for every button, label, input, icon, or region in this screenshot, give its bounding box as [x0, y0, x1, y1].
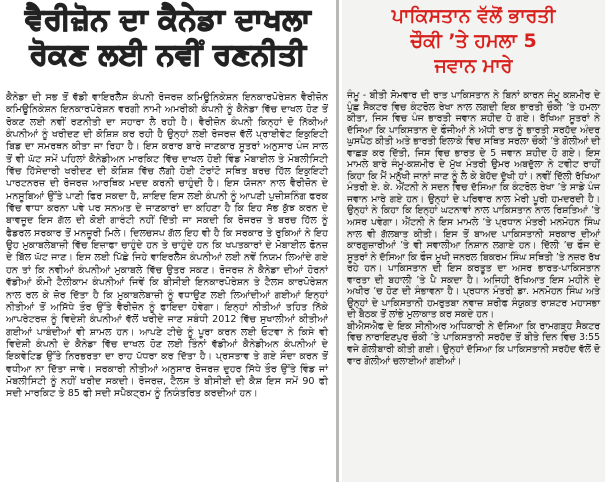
right-headline-line-1: ਪਾਕਿਸਤਾਨ ਵੱਲੋਂ ਭਾਰਤੀ — [391, 5, 556, 27]
left-article-headline — [6, 2, 330, 72]
right-article-body — [347, 90, 600, 367]
left-headline-line-2: ਰੋਕਣ ਲਈ ਨਵੀਂ ਰਣਨੀਤੀ — [29, 37, 307, 71]
right-headline-line-2: ਚੌਕੀ ’ਤੇ ਹਮਲਾ 5 — [410, 30, 537, 52]
right-headline-line-3: ਜਵਾਨ ਮਾਰੇ — [434, 55, 513, 77]
right-article-headline — [346, 4, 601, 79]
right-article-paragraph-1: ਜੰਮੂ - ਬੀਤੀ ਸੋਮਵਾਰ ਦੀ ਰਾਤ ਪਾਕਿਸਤਾਨ ਨੇ ਬਿਨਾਂ ਕਾਰਨ ਜੰਮੂ ਕਸ਼ਮੀਰ ਦੇ ਪੁੰਛ ਸੈਕਟਰ ਵਿਚ ਕੰਟਰੋਲ ਰੇਖਾ ਨਾਲ ਲਗਦੀ ਇਕ ਭਾਰਤੀ ਚੌਕੀ ’ਤੇ ਹਮਲਾ ਕੀਤਾ, ਜਿਸ ਵਿਚ ਪੰਜ ਭਾਰਤੀ ਜਵਾਨ ਸ਼ਹੀਦ ਹੋ ਗਏ। ਰੱਖਿਆ ਸੂਤਰਾਂ ਨੇ ਦੱਸਿਆ ਕਿ ਪਾਕਿਸਤਾਨ ਦੇ ਫੌਜੀਆਂ ਨੇ ਅੱਧੀ ਰਾਤ ਨੂੰ ਭਾਰਤੀ ਸਰਹੱਦ ਅੰਦਰ ਘੁਸਪੈਠ ਕੀਤੀ ਅਤੇ ਭਾਰਤੀ ਇਲਾਕੇ ਵਿਚ ਸਥਿਤ ਸਰਲਾ ਚੌਕੀ ’ਤੇ ਗੋਲੀਆਂ ਦੀ ਵਾਛੜ ਕਰ ਦਿੱਤੀ, ਜਿਸ ਵਿਚ ਭਾਰਤ ਦੇ 5 ਜਵਾਨ ਸ਼ਹੀਦ ਹੋ ਗਏ। ਇਸ ਮਾਮਲੇ ਬਾਰੇ ਜੰਮੂ-ਕਸ਼ਮੀਰ ਦੇ ਮੁੱਖ ਮੰਤਰੀ ਉਮਰ ਅਬਦੁੱਲਾ ਨੇ ਟਵੀਟ ਰਾਹੀਂ ਕਿਹਾ ਕਿ ਮੈਂ ਮਨੁੱਖੀ ਜਾਨਾਂ ਜਾਣ ਨੂੰ ਲੈ ਕੇ ਬੇਹੱਦ ਦੁੱਖੀ ਹਾਂ। ਨਵੀਂ ਦਿੱਲੀ ਰੱਖਿਆ ਮੰਤਰੀ ਏ. ਕੇ. ਐਂਟਨੀ ਨੇ ਸਦਨ ਵਿਚ ਦੱਸਿਆ ਕਿ ਕੰਟਰੋਲ ਰੇਖਾ ’ਤੇ ਸਾਡੇ ਪੰਜ ਜਵਾਨ ਮਾਰੇ ਗਏ ਹਨ। ਉਨ੍ਹਾਂ ਦੇ ਪਰਿਵਾਰ ਨਾਲ ਮੇਰੀ ਪੂਰੀ ਹਮਦਰਦੀ ਹੈ। ਉਨ੍ਹਾਂ ਨੇ ਕਿਹਾ ਕਿ ਇਨ੍ਹਾਂ ਘਟਨਾਵਾਂ ਨਾਲ ਪਾਕਿਸਤਾਨ ਨਾਲ ਰਿਸ਼ਤਿਆਂ ’ਤੇ ਅਸਰ ਪਵੇਗਾ। ਐਂਟਨੀ ਨੇ ਇਸ ਮਾਮਲੇ ’ਤੇ ਪ੍ਰਧਾਨ ਮੰਤਰੀ ਮਨਮੋਹਨ ਸਿੰਘ ਨਾਲ ਵੀ ਗੱਲਬਾਤ ਕੀਤੀ। ਇਸ ਤੋਂ ਬਾਅਦ ਪਾਕਿਸਤਾਨੀ ਸਰਕਾਰ ਦੀਆਂ ਕਾਰਗੁਜ਼ਾਰੀਆਂ ’ਤੇ ਵੀ ਸਵਾਲੀਆ ਨਿਸ਼ਾਨ ਲਗਾਏ ਹਨ। ਦਿੱਲੀ ’ਚ ਫੌਜ ਦੇ ਸੂਤਰਾਂ ਨੇ ਦੱਸਿਆ ਕਿ ਫੌਜ ਮੁਖੀ ਜਨਰਲ ਬਿਕਰਮ ਸਿੰਘ ਸਥਿਤੀ ’ਤੇ ਨਜ਼ਰ ਰੱਖ ਰਹੇ ਹਨ। ਪਾਕਿਸਤਾਨ ਦੀ ਇਸ ਕਰਤੂਤ ਦਾ ਅਸਰ ਭਾਰਤ-ਪਾਕਿਸਤਾਨ ਵਾਰਤਾ ਦੀ ਬਹਾਲੀ ’ਤੇ ਪੈ ਸਕਦਾ ਹੈ। ਅਜਿਹੀ ਰੱਖਿਆਤ ਇਸ ਮਹੀਨੇ ਦੇ ਅਖੀਰ ’ਚ ਹੋਣ ਦੀ ਸੰਭਾਵਨਾ ਹੈ। ਪ੍ਰਧਾਨ ਮੰਤਰੀ ਡਾ. ਮਨਮੋਹਨ ਸਿੰਘ ਅਤੇ ਉਨ੍ਹਾਂ ਦੇ ਪਾਕਿਸਤਾਨੀ ਹਮਰੁਤਬਾ ਨਵਾਜ਼ ਸ਼ਰੀਫ ਸੰਯੁਕਤ ਰਾਸ਼ਟਰ ਮਹਾਸਭਾ ਦੀ ਬੈਠਕ ਤੋਂ ਲਾਂਭੇ ਮੁਲਾਕਾਤ ਕਰ ਸਕਦੇ ਹਨ। — [347, 90, 600, 321]
column-divider — [336, 0, 339, 482]
left-article-body: ਕੈਨੇਡਾ ਦੀ ਸਭ ਤੋਂ ਵੱਡੀ ਵਾਇਰਲੈੱਸ ਕੰਪਨੀ ਰੋਜਰਜ਼ ਕਮਿਊਨਿਕੇਸ਼ਨ ਇਨਕਾਰਪੋਰੇਸ਼ਨ ਵੈਰੀਜ਼ੋਨ ਕਮਿਊਨਿਕੇਸ਼ਨ ਇਨਕਾਰਪੋਰੇਸ਼ਨ ਵਰਗੀ ਨਾਮੀ ਅਮਰੀਕੀ ਕੰਪਨੀ ਨੂੰ ਕੈਨੇਡਾ ਵਿੱਚ ਦਾਖਲ ਹੋਣ ਤੋਂ ਰੋਕਣ ਲਈ ਨਵੀਂ ਰਣਨੀਤੀ ਦਾ ਸਹਾਰਾ ਲੈ ਰਹੀ ਹੈ। ਵੈਰੀਜ਼ੋਨ ਕੰਪਨੀ ਕਿਨ੍ਹਾਂ ਦੋ ਨਿੱਕੀਆਂ ਕੰਪਨੀਆਂ ਨੂੰ ਖਰੀਦਣ ਦੀ ਕੋਸ਼ਿਸ਼ ਕਰ ਰਹੀ ਹੈ ਉਨ੍ਹਾਂ ਲਈ ਰੋਜਰਜ਼ ਵੱਲੋਂ ਪ੍ਰਾਈਵੇਟ ਇਕੁਇਟੀ ਬਿਡ ਦਾ ਸਮਰਥਨ ਕੀਤਾ ਜਾ ਰਿਹਾ ਹੈ। ਇਸ ਕਰਾਰ ਬਾਰੇ ਜਾਣਕਾਰ ਸੂਤਰਾਂ ਅਨੁਸਾਰ ਪੰਜ ਸਾਲ ਤੋਂ ਵੀ ਘੱਟ ਸਮੇਂ ਪਹਿਲਾਂ ਕੈਨੇਡੀਅਨ ਮਾਰਕਿਟ ਵਿੱਚ ਦਾਖਲ ਹੋਈ ਵਿੰਡ ਮੋਬਾਈਲ ਤੇ ਮੋਬਲੀਸਿਟੀ ਵਿੱਚ ਹਿੱਸੇਦਾਰੀ ਖਰੀਦਣ ਦੀ ਕੋਸ਼ਿਸ਼ ਵਿੱਚ ਲੱਗੀ ਹੋਈ ਟੋਰਾਂਟੋ ਸਥਿਤ ਬਰਚ ਹਿੱਲ ਇਕੁਇਟੀ ਪਾਰਟਨਰਜ਼ ਦੀ ਰੋਜਰਜ਼ ਆਰਥਿਕ ਮਦਦ ਕਰਨੀ ਚਾਹੁੰਦੀ ਹੈ। ਇਸ ਯੋਜਨਾ ਨਾਲ ਵੈਰੀਜ਼ੋਨ ਦੇ ਮਨਸੂਬਿਆਂ ਉੱਤੇ ਪਾਣੀ ਫਿਰ ਸਕਦਾ ਹੈ, ਸ਼ਾਇਦ ਇਸ ਲਈ ਕੰਪਨੀ ਨੂੰ ਆਪਣੀ ਪੁਜ਼ੀਸ਼ਨਿੰਗ ਫਰਕ ਵਿੱਚ ਵਾਧਾ ਕਰਨਾ ਪਵੇ ਪਰ ਸਨਅਤ ਦੇ ਜਾਣਕਾਰਾਂ ਦਾ ਕਹਿਣਾ ਹੈ ਕਿ ਇਹ ਸੱਭ ਕੁੱਝ ਕਰਨ ਦੇ ਬਾਵਜੂਦ ਇਸ ਗੱਲ ਦੀ ਕੋਈ ਗਾਰੰਟੀ ਨਹੀਂ ਦਿੱਤੀ ਜਾ ਸਕਦੀ ਕਿ ਰੋਜਰਜ਼ ਤੇ ਬਰਚ ਹਿੱਲ ਨੂੰ ਫੈਡਰਲ ਸਰਕਾਰ ਤੋਂ ਮਨਜ਼ੂਰੀ ਮਿਲੇ। ਦਿਲਚਸਪ ਗੱਲ ਇਹ ਵੀ ਹੈ ਕਿ ਸਰਕਾਰ ਤੇ ਰੁਕਿਆਂ ਨੇ ਇਹ ਉਹ ਮੁਕਾਬਲੇਬਾਜ਼ੀ ਵਿੱਚ ਇਜ਼ਾਫਾ ਚਾਹੁੰਦੇ ਹਨ ਤੇ ਚਾਹੁੰਦੇ ਹਨ ਕਿ ਖਪਤਕਾਰਾਂ ਦੇ ਮੋਬਾਈਲ ਫੋਨਜ਼ ਦੇ ਬਿੱਲ ਘੱਟ ਜਾਣ। ਇਸ ਲਈ ਪਿੱਛੇ ਜਿਹੇ ਵਾਇਰਲੈੱਸ ਕੰਪਨੀਆਂ ਲਈ ਨਵੇਂ ਨਿਯਮ ਲਿਆਂਦੇ ਗਏ ਹਨ ਤਾਂ ਕਿ ਨਵੀਆਂ ਕੰਪਨੀਆਂ ਮੁਕਾਬਲੇ ਵਿੱਚ ਉਤਰ ਸਕਣ। ਰੋਜਰਜ਼ ਨੇ ਕੈਨੇਡਾ ਦੀਆਂ ਹੋਰਨਾਂ ਵੱਡੀਆਂ ਕੌਮੀ ਟੈਲੀਕਾਮ ਕੰਪਨੀਆਂ ਜਿਵੇਂ ਕਿ ਬੀਸੀਈ ਇਨਕਾਰਪੋਰੇਸ਼ਨ ਤੇ ਟੈਲਸ ਕਾਰਪੋਰੇਸ਼ਨ ਨਾਲ ਰਲ ਕੇ ਜ਼ੋਰ ਦਿੱਤਾ ਹੈ ਕਿ ਮੁਕਾਬਲੇਬਾਜ਼ੀ ਨੂੰ ਵਧਾਉਣ ਲਈ ਲਿਆਂਦੀਆਂ ਗਈਆਂ ਇਨ੍ਹਾਂ ਨੀਤੀਆਂ ਤੋਂ ਅਸਿੱਧੇ ਤੌਰ ਉੱਤੇ ਵੈਰੀਜ਼ੋਨ ਨੂੰ ਫਾਇਦਾ ਹੋਵੇਗਾ। ਇਨ੍ਹਾਂ ਨੀਤੀਆਂ ਤਹਿਤ ਨਿੱਕੇ ਆਪਰੇਟਰਜ਼ ਨੂੰ ਵਿਦੇਸ਼ੀ ਕੰਪਨੀਆਂ ਵੱਲੋਂ ਖਰੀਦੇ ਜਾਣ ਸਬੰਧੀ 2012 ਵਿੱਚ ਸੁਖਾਲੀਆਂ ਕੀਤੀਆਂ ਗਈਆਂ ਪਾਬੰਦੀਆਂ ਵੀ ਸ਼ਾਮਲ ਹਨ। ਆਪਣੇ ਟੀਚੇ ਨੂੰ ਪੂਰਾ ਕਰਨ ਲਈ ਓਟਵਾ ਨੇ ਕਿਸੇ ਵੀ ਵਿਦੇਸ਼ੀ ਕੰਪਨੀ ਦੇ ਕੈਨੇਡਾ ਵਿੱਚ ਦਾਖਲ ਹੋਣ ਲਈ ਤਿੰਨਾਂ ਵੱਡੀਆਂ ਕੈਨੇਡੀਅਨ ਕੰਪਨੀਆਂ ਦੇ ਇਕਵੇਟਿਡ ਉੱਤੇ ਨਿਰਭਰਤਾ ਦਾ ਰਾਹ ਪੱਧਰਾ ਕਰ ਦਿੱਤਾ ਹੈ। ਪ੍ਰਸਤਾਵ ਤੇ ਗਏ ਸੌਦਾ ਕਰਨ ਤੋਂ ਵਧੀਆ ਨਾ ਦਿੱਤਾ ਜਾਵੇ। ਸਰਕਾਰੀ ਨੀਤੀਆਂ ਅਨੁਸਾਰ ਰੋਜਰਜ਼ ਦੁਹਰ ਸਿੱਧੇ ਤੌਰ ਉੱਤੇ ਵਿੰਡ ਜਾਂ ਮੋਬਲੀਸਿਟੀ ਨੂੰ ਨਹੀਂ ਖਰੀਦ ਸਕਦੀ। ਰੋਜਰਜ਼, ਟੈਲਸ ਤੇ ਬੀਸੀਈ ਦੀ ਕੈਸ਼ ਇਸ ਸਮੇਂ 90 ਫੀ ਸਦੀ ਮਾਰਕਿਟ ਤੇ 85 ਫੀ ਸਦੀ ਸਪੈਕਟ੍ਰਮ ਨੂੰ ਨਿਯੰਤਰਿਤ ਕਰਦੀਆਂ ਹਨ। — [6, 92, 328, 400]
right-article — [342, 0, 605, 482]
left-headline-line-1: ਵੈਰੀਜ਼ੋਨ ਦਾ ਕੈਨੇਡਾ ਦਾਖਲਾ — [25, 2, 311, 36]
right-article-paragraph-2: ਬੀਐਸਐਫ ਦੇ ਇਕ ਸੀਨੀਅਰ ਅਧਿਕਾਰੀ ਨੇ ਦੱਸਿਆ ਕਿ ਰਾਮਗੜ੍ਹ ਸੈਕਟਰ ਵਿਚ ਨਾਰਾਇਣਪੁਰ ਚੌਕੀ ’ਤੇ ਪਾਕਿਸਤਾਨੀ ਸਰਹੱਦ ਤੋਂ ਬੀਤੇ ਦਿਨ ਵਿਚ 3:55 ਵਜੇ ਗੋਲੀਬਾਰੀ ਕੀਤੀ ਗਈ। ਉਨ੍ਹਾਂ ਦੱਸਿਆ ਕਿ ਪਾਕਿਸਤਾਨੀ ਸਰਹੱਦ ਵੱਲੋਂ ਦੋ ਵਾਰ ਗੋਲੀਆਂ ਚਲਾਈਆਂ ਗਈਆਂ। — [347, 320, 600, 367]
